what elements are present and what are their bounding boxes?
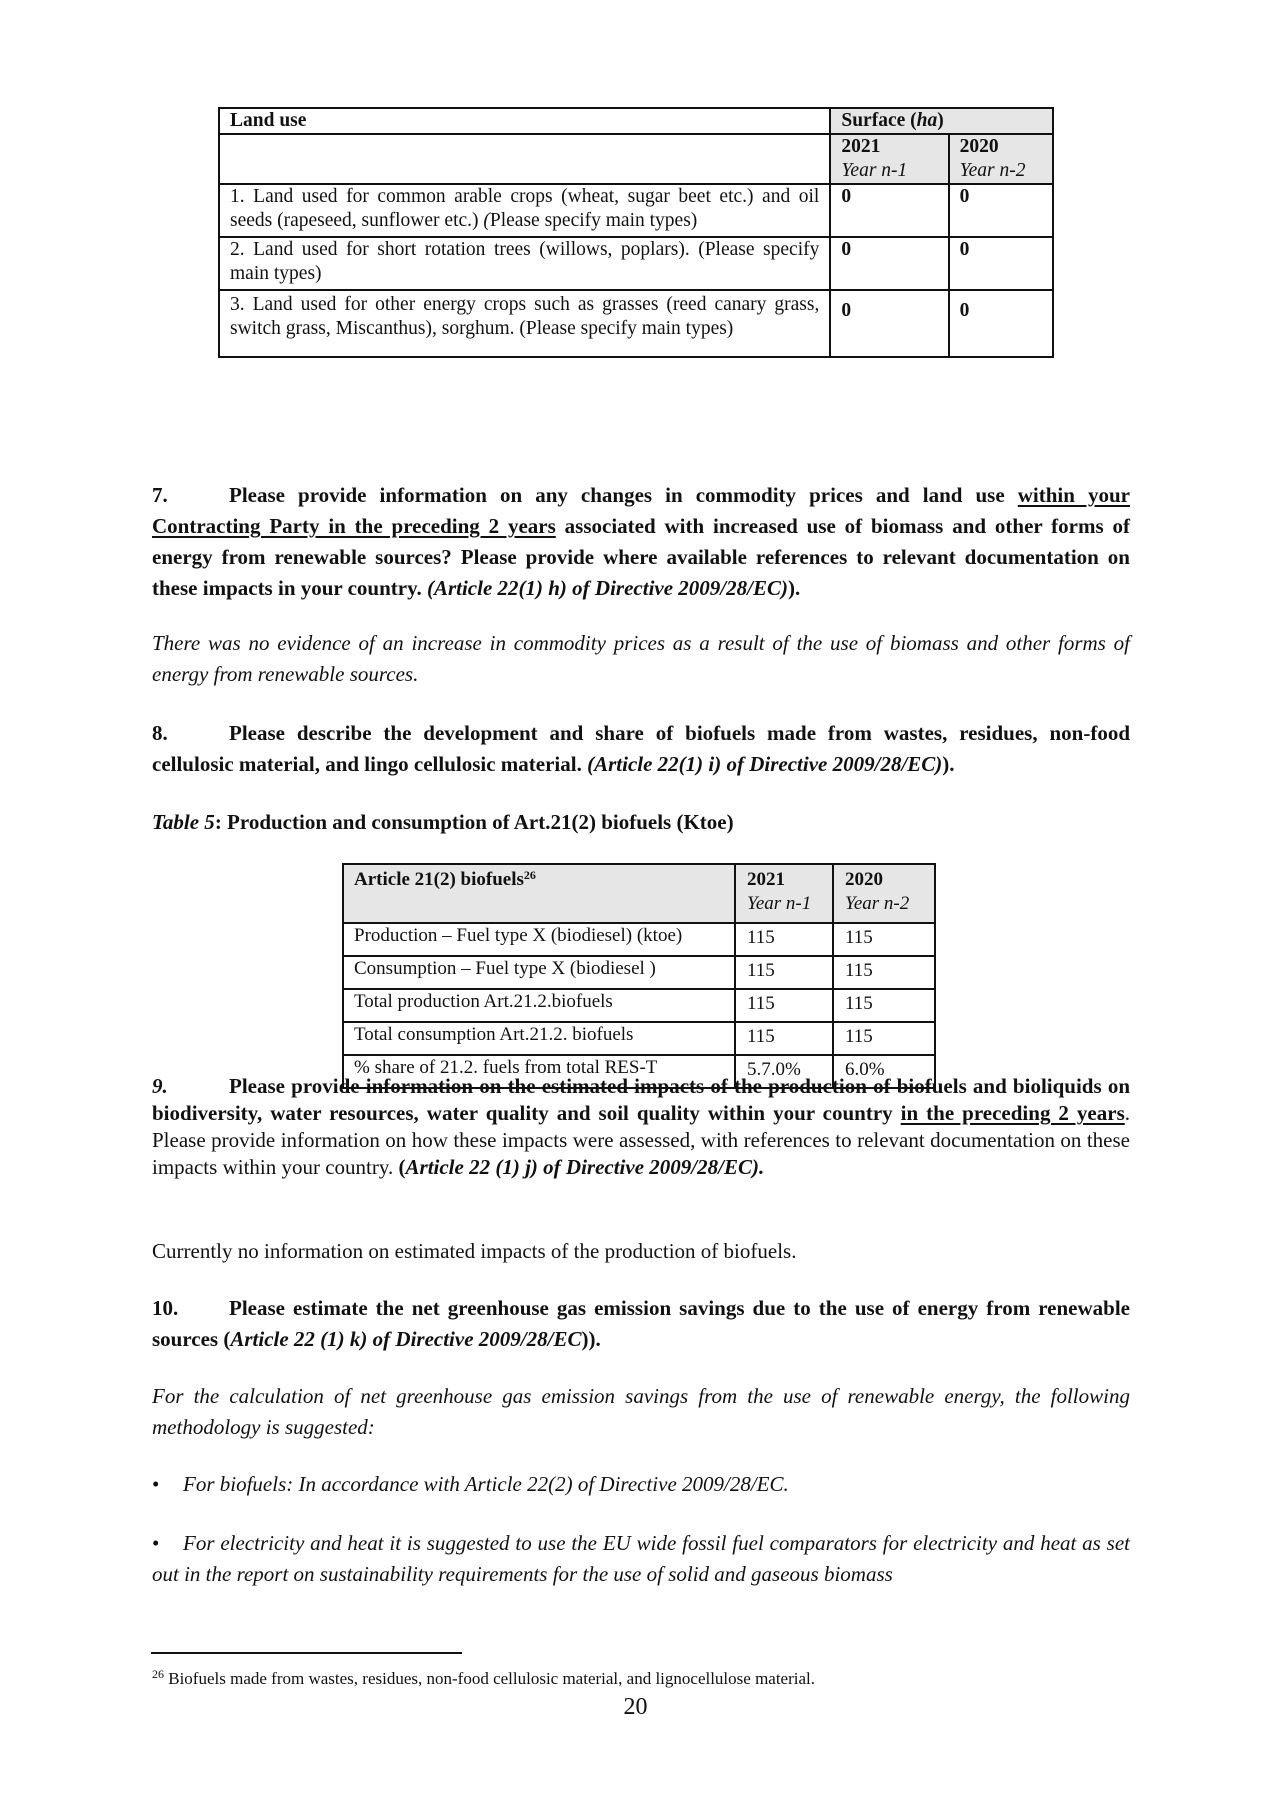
bullet-icon: • (152, 1472, 160, 1496)
question-number: 9. (152, 1074, 168, 1098)
header-label: Article 21(2) biofuels (354, 869, 524, 890)
table-row (343, 923, 935, 956)
surface-unit: ha (916, 110, 938, 131)
reference-end: ). (787, 576, 801, 600)
biofuels-header (343, 864, 735, 923)
value-2021: 5.7.0% (735, 1055, 833, 1088)
question-number: 7. (152, 483, 168, 507)
question-text-cont: . Please provide information on how these impacts were assessed, with references to relevant documentation on these impacts within your country. (152, 1101, 1130, 1179)
year-label: 2020 (959, 136, 999, 157)
year-header-2020 (833, 864, 935, 923)
question-10 (152, 1293, 1130, 1355)
directive-reference: Article 22 (1) k) of Directive 2009/28/EC (230, 1327, 582, 1351)
footnote-text: Biofuels made from wastes, residues, non-food cellulosic material, and lignocellulose material. (164, 1669, 816, 1688)
question-underlined-text: in the preceding 2 years (900, 1101, 1125, 1125)
footnote-separator (151, 1652, 462, 1654)
question-number: 8. (152, 721, 168, 745)
value-2021: 0 (830, 290, 948, 357)
land-use-header (219, 108, 830, 134)
year-header-2021 (830, 134, 948, 184)
row-label: 3. Land used for other energy crops such as grasses (reed canary grass, switch grass, Miscanthus), sorghum. (Please specify main types) (219, 290, 830, 357)
value-2020: 0 (949, 290, 1053, 357)
year-header-2021 (735, 864, 833, 923)
footnote-ref: 26 (523, 868, 536, 882)
table-row (219, 184, 1053, 237)
question-text: Please provide information on any changes in commodity prices and land use (229, 483, 1018, 507)
footnote (152, 1668, 815, 1690)
question-underlined-text: within your Contracting Party in the preceding 2 years (152, 483, 1130, 538)
row-label: 2. Land used for short rotation trees (willows, poplars). (Please specify main types) (219, 237, 830, 290)
directive-reference: (Article 22(1) i) of Directive 2009/28/EC) (587, 752, 943, 776)
directive-reference: (Article 22(1) h) of Directive 2009/28/EC) (426, 576, 788, 600)
question-text: Please estimate the net greenhouse gas emission savings due to the use of energy from renewable sources ( (152, 1296, 1130, 1351)
biofuels-table (342, 863, 936, 1089)
year-sublabel: Year n-1 (747, 893, 812, 914)
value-2020: 115 (833, 923, 935, 956)
row-label-text: 1. Land used for common arable crops (wheat, sugar beet etc.) and oil seeds (rapeseed, sunflower etc.) (230, 186, 820, 231)
caption-text: : Production and consumption of Art.21(2) biofuels (Ktoe) (214, 810, 734, 834)
footnote-number: 26 (152, 1667, 164, 1681)
row-label (219, 184, 830, 237)
value-2020: 0 (949, 237, 1053, 290)
year-label: 2021 (747, 869, 785, 890)
row-label-paren: ( (483, 210, 490, 231)
row-label-tail: Please specify main types) (489, 210, 698, 231)
caption-label: Table 5 (152, 810, 215, 834)
row-label: Consumption – Fuel type X (biodiesel ) (343, 956, 735, 989)
value-2020: 115 (833, 989, 935, 1022)
table-row (343, 989, 935, 1022)
row-label: Production – Fuel type X (biodiesel) (ktoe) (343, 923, 735, 956)
reference-end: )). (581, 1327, 601, 1351)
list-item-text: For biofuels: In accordance with Article 22(2) of Directive 2009/28/EC. (183, 1472, 789, 1496)
value-2020: 0 (949, 184, 1053, 237)
value-2021: 115 (735, 1022, 833, 1055)
year-header-2020 (949, 134, 1053, 184)
row-label: % share of 21.2. fuels from total RES-T (343, 1055, 735, 1088)
year-sublabel: Year n-2 (959, 160, 1026, 181)
question-9 (152, 1073, 1130, 1181)
land-use-table (218, 107, 1054, 358)
question-number: 10. (152, 1296, 179, 1320)
value-2021: 0 (830, 237, 948, 290)
question-text: Please provide information on the estimated impacts of the production of biofuels and bioliquids on biodiversity, water resources, water quality and soil quality within your country (152, 1074, 1130, 1125)
question-text: Please describe the development and share of biofuels made from wastes, residues, non-food cellulosic material, and lingo cellulosic material. (152, 721, 1130, 776)
year-label: 2021 (841, 136, 881, 157)
value-2021: 115 (735, 989, 833, 1022)
year-sublabel: Year n-1 (841, 160, 908, 181)
table-row (343, 956, 935, 989)
table-row (219, 237, 1053, 290)
year-label: 2020 (845, 869, 883, 890)
bullet-icon: • (152, 1531, 160, 1555)
row-label: Total production Art.21.2.biofuels (343, 989, 735, 1022)
land-use-header-label: Land use (230, 110, 307, 131)
table-row (219, 290, 1053, 357)
question-7 (152, 480, 1130, 604)
value-2020: 115 (833, 1022, 935, 1055)
answer-7: There was no evidence of an increase in commodity prices as a result of the use of biomass and other forms of energy from renewable sources. (152, 631, 1130, 686)
land-use-empty-cell (219, 134, 830, 184)
question-text-cont: associated with increased use of biomass and other forms of energy from renewable sources? Please provide where available references to relevant documentation on these impacts in your country. (152, 514, 1130, 600)
table-row (343, 1022, 935, 1055)
surface-label: Surface ( (841, 110, 917, 131)
value-2021: 115 (735, 923, 833, 956)
answer-10-intro: For the calculation of net greenhouse gas emission savings from the use of renewable energy, the following methodology is suggested: (152, 1384, 1130, 1439)
table5-caption (152, 807, 1130, 838)
page-number: 20 (623, 1694, 648, 1720)
list-item (152, 1528, 1130, 1590)
reference-open: ( (398, 1155, 406, 1179)
surface-close: ) (937, 110, 944, 131)
reference-end: ). (942, 752, 955, 776)
list-item (152, 1469, 1130, 1500)
value-2021: 115 (735, 956, 833, 989)
row-label: Total consumption Art.21.2. biofuels (343, 1022, 735, 1055)
year-sublabel: Year n-2 (845, 893, 910, 914)
answer-9: Currently no information on estimated impacts of the production of biofuels. (152, 1239, 797, 1263)
value-2020: 115 (833, 956, 935, 989)
value-2021: 0 (830, 184, 948, 237)
surface-header (830, 108, 1053, 134)
reference-end: ). (751, 1155, 765, 1179)
directive-reference: Article 22 (1) j) of Directive 2009/28/EC (405, 1155, 752, 1179)
list-item-text: For electricity and heat it is suggested to use the EU wide fossil fuel comparators for electricity and heat as set out in the report on sustainability requirements for the use of solid and gaseous biomass (152, 1531, 1130, 1586)
question-8 (152, 718, 1130, 780)
value-2020: 6.0% (833, 1055, 935, 1088)
